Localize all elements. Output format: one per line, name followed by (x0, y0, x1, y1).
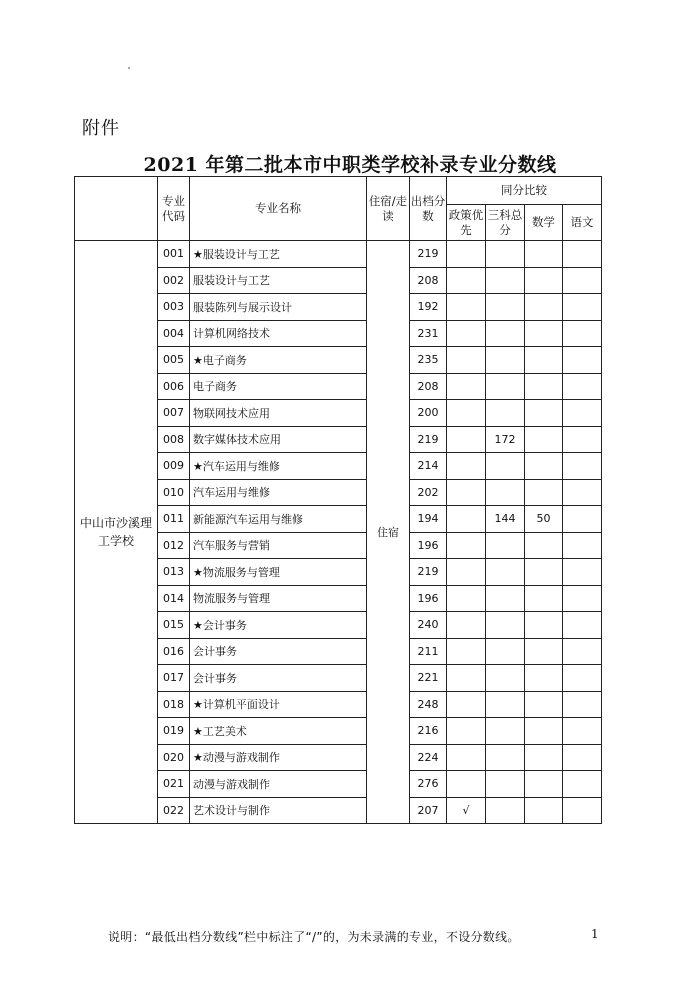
score-cell: 214 (410, 453, 447, 480)
math-cell (525, 294, 563, 321)
score-cell: 276 (410, 771, 447, 798)
header-score: 出档分数 (410, 177, 447, 241)
chinese-cell (563, 771, 602, 798)
math-cell: 50 (525, 506, 563, 533)
math-cell (525, 373, 563, 400)
three-total-cell: 144 (486, 506, 525, 533)
policy-cell (447, 320, 486, 347)
major-name-cell: 数字媒体技术应用 (190, 426, 367, 453)
math-cell (525, 797, 563, 824)
major-name-cell: 汽车服务与营销 (190, 532, 367, 559)
score-cell: 221 (410, 665, 447, 692)
policy-cell (447, 718, 486, 745)
major-code-cell: 012 (158, 532, 190, 559)
major-name-cell: ★物流服务与管理 (190, 559, 367, 586)
math-cell (525, 612, 563, 639)
policy-cell (447, 241, 486, 268)
score-cell: 224 (410, 744, 447, 771)
chinese-cell (563, 612, 602, 639)
policy-cell (447, 585, 486, 612)
three-total-cell (486, 612, 525, 639)
policy-cell (447, 744, 486, 771)
math-cell (525, 453, 563, 480)
math-cell (525, 691, 563, 718)
chinese-cell (563, 347, 602, 374)
header-tie-group: 同分比较 (447, 177, 602, 205)
table-row (75, 241, 602, 268)
chinese-cell (563, 532, 602, 559)
score-cell: 211 (410, 638, 447, 665)
score-cell: 240 (410, 612, 447, 639)
chinese-cell (563, 400, 602, 427)
major-name-cell: 服装设计与工艺 (190, 267, 367, 294)
scan-speck (128, 67, 130, 69)
header-lodging: 住宿/走读 (367, 177, 410, 241)
math-cell (525, 665, 563, 692)
score-cell: 192 (410, 294, 447, 321)
policy-cell (447, 559, 486, 586)
header-three-total: 三科总分 (486, 205, 525, 241)
math-cell (525, 479, 563, 506)
major-code-cell: 011 (158, 506, 190, 533)
score-cell: 196 (410, 585, 447, 612)
major-code-cell: 015 (158, 612, 190, 639)
score-cell: 208 (410, 267, 447, 294)
chinese-cell (563, 718, 602, 745)
chinese-cell (563, 453, 602, 480)
math-cell (525, 532, 563, 559)
chinese-cell (563, 797, 602, 824)
policy-cell (447, 532, 486, 559)
chinese-cell (563, 559, 602, 586)
policy-cell (447, 612, 486, 639)
header-code: 专业代码 (158, 177, 190, 241)
math-cell (525, 267, 563, 294)
major-name-cell: 会计事务 (190, 665, 367, 692)
major-name-cell: ★汽车运用与维修 (190, 453, 367, 480)
header-policy: 政策优先 (447, 205, 486, 241)
three-total-cell (486, 479, 525, 506)
major-code-cell: 004 (158, 320, 190, 347)
major-name-cell: 物联网技术应用 (190, 400, 367, 427)
major-code-cell: 008 (158, 426, 190, 453)
score-cell: 202 (410, 479, 447, 506)
major-code-cell: 005 (158, 347, 190, 374)
math-cell (525, 426, 563, 453)
major-code-cell: 002 (158, 267, 190, 294)
three-total-cell (486, 771, 525, 798)
major-name-cell: ★计算机平面设计 (190, 691, 367, 718)
chinese-cell (563, 373, 602, 400)
major-code-cell: 021 (158, 771, 190, 798)
major-name-cell: 计算机网络技术 (190, 320, 367, 347)
policy-cell (447, 479, 486, 506)
header-math: 数学 (525, 205, 563, 241)
chinese-cell (563, 691, 602, 718)
table-body (75, 241, 602, 824)
policy-cell (447, 638, 486, 665)
header-name: 专业名称 (190, 177, 367, 241)
math-cell (525, 347, 563, 374)
score-cell: 207 (410, 797, 447, 824)
chinese-cell (563, 638, 602, 665)
header-chinese: 语文 (563, 205, 602, 241)
major-code-cell: 009 (158, 453, 190, 480)
school-name-cell: 中山市沙溪理工学校 (75, 241, 158, 824)
policy-cell (447, 426, 486, 453)
three-total-cell (486, 585, 525, 612)
page-title: 2021 年第二批本市中职类学校补录专业分数线 (143, 154, 557, 176)
policy-cell (447, 400, 486, 427)
score-cell: 196 (410, 532, 447, 559)
score-cell: 231 (410, 320, 447, 347)
three-total-cell (486, 559, 525, 586)
score-cell: 219 (410, 559, 447, 586)
three-total-cell (486, 320, 525, 347)
major-code-cell: 006 (158, 373, 190, 400)
policy-cell (447, 347, 486, 374)
score-cell: 194 (410, 506, 447, 533)
school-header-blank (75, 177, 158, 241)
major-name-cell: 艺术设计与制作 (190, 797, 367, 824)
score-cell: 208 (410, 373, 447, 400)
major-code-cell: 020 (158, 744, 190, 771)
score-cell: 200 (410, 400, 447, 427)
chinese-cell (563, 479, 602, 506)
major-name-cell: 新能源汽车运用与维修 (190, 506, 367, 533)
score-cell: 216 (410, 718, 447, 745)
chinese-cell (563, 426, 602, 453)
three-total-cell (486, 267, 525, 294)
score-cell: 219 (410, 426, 447, 453)
chinese-cell (563, 585, 602, 612)
three-total-cell (486, 241, 525, 268)
math-cell (525, 559, 563, 586)
major-code-cell: 010 (158, 479, 190, 506)
policy-cell (447, 294, 486, 321)
major-name-cell: 动漫与游戏制作 (190, 771, 367, 798)
major-name-cell: ★动漫与游戏制作 (190, 744, 367, 771)
major-name-cell: ★会计事务 (190, 612, 367, 639)
math-cell (525, 400, 563, 427)
page-number: 1 (591, 927, 599, 941)
lodging-cell: 住宿 (367, 241, 410, 824)
three-total-cell (486, 347, 525, 374)
major-name-cell: ★服装设计与工艺 (190, 241, 367, 268)
policy-cell: √ (447, 797, 486, 824)
major-code-cell: 003 (158, 294, 190, 321)
three-total-cell (486, 718, 525, 745)
three-total-cell (486, 532, 525, 559)
major-code-cell: 007 (158, 400, 190, 427)
major-name-cell: ★工艺美术 (190, 718, 367, 745)
policy-cell (447, 691, 486, 718)
policy-cell (447, 373, 486, 400)
chinese-cell (563, 506, 602, 533)
policy-cell (447, 453, 486, 480)
policy-cell (447, 771, 486, 798)
major-name-cell: 汽车运用与维修 (190, 479, 367, 506)
three-total-cell (486, 665, 525, 692)
math-cell (525, 718, 563, 745)
three-total-cell (486, 797, 525, 824)
three-total-cell (486, 691, 525, 718)
major-code-cell: 022 (158, 797, 190, 824)
three-total-cell (486, 453, 525, 480)
three-total-cell (486, 638, 525, 665)
attachment-label: 附件 (82, 118, 120, 139)
major-name-cell: 物流服务与管理 (190, 585, 367, 612)
chinese-cell (563, 267, 602, 294)
major-name-cell: 服装陈列与展示设计 (190, 294, 367, 321)
chinese-cell (563, 744, 602, 771)
policy-cell (447, 267, 486, 294)
three-total-cell (486, 294, 525, 321)
three-total-cell (486, 373, 525, 400)
footnote: 说明：“最低出档分数线”栏中标注了“/”的，为未录满的专业，不设分数线。 (108, 930, 520, 944)
major-code-cell: 019 (158, 718, 190, 745)
major-code-cell: 001 (158, 241, 190, 268)
major-code-cell: 013 (158, 559, 190, 586)
major-code-cell: 017 (158, 665, 190, 692)
major-name-cell: ★电子商务 (190, 347, 367, 374)
math-cell (525, 585, 563, 612)
major-name-cell: 会计事务 (190, 638, 367, 665)
policy-cell (447, 506, 486, 533)
major-code-cell: 016 (158, 638, 190, 665)
chinese-cell (563, 294, 602, 321)
three-total-cell: 172 (486, 426, 525, 453)
major-name-cell: 电子商务 (190, 373, 367, 400)
math-cell (525, 320, 563, 347)
score-cell: 219 (410, 241, 447, 268)
math-cell (525, 744, 563, 771)
policy-cell (447, 665, 486, 692)
math-cell (525, 638, 563, 665)
score-cell: 235 (410, 347, 447, 374)
math-cell (525, 241, 563, 268)
major-code-cell: 014 (158, 585, 190, 612)
major-code-cell: 018 (158, 691, 190, 718)
chinese-cell (563, 320, 602, 347)
three-total-cell (486, 400, 525, 427)
chinese-cell (563, 665, 602, 692)
score-cell: 248 (410, 691, 447, 718)
math-cell (525, 771, 563, 798)
chinese-cell (563, 241, 602, 268)
score-table (74, 176, 602, 824)
three-total-cell (486, 744, 525, 771)
